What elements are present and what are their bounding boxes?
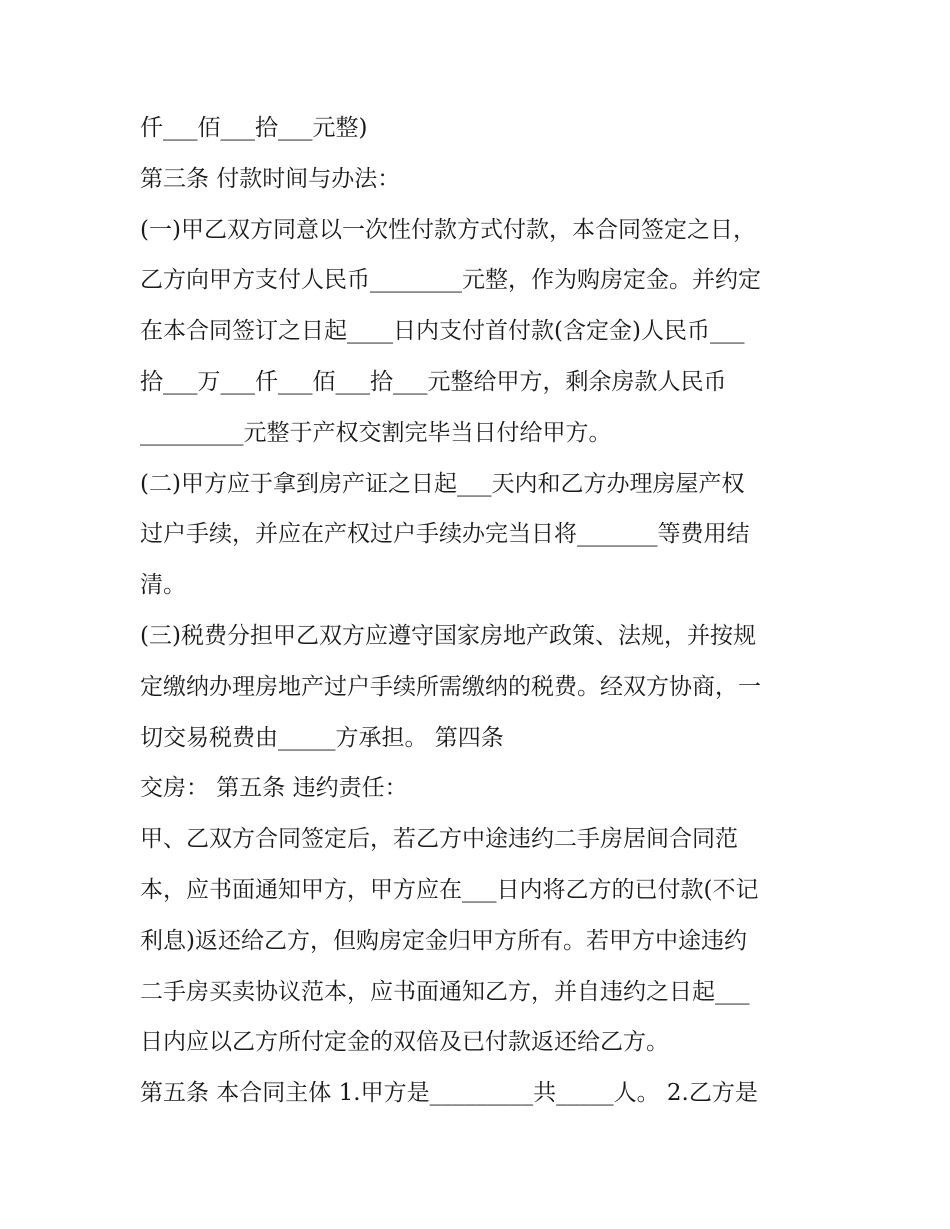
text-line: 第五条 本合同主体 1.甲方是_________共_____人。 2.乙方是 [140, 1080, 758, 1107]
section-heading: 第三条 付款时间与办法： [140, 165, 401, 192]
text-line: (三)税费分担甲乙双方应遵守国家房地产政策、法规，并按规 [140, 622, 756, 649]
document-body [140, 103, 820, 1119]
text-line: _________元整于产权交割完毕当日付给甲方。 [140, 419, 612, 446]
section-heading: 交房： 第五条 违约责任： [140, 775, 408, 802]
text-line: 本，应书面通知甲方，甲方应在___日内将乙方的已付款(不记 [140, 876, 759, 903]
text-line: 利息)返还给乙方，但购房定金归甲方所有。若甲方中途违约 [140, 927, 747, 954]
text-line: 定缴纳办理房地产过户手续所需缴纳的税费。经双方协商，一 [140, 673, 761, 700]
text-line: 仟___佰___拾___元整) [140, 115, 368, 141]
text-line: 清。 [140, 572, 186, 599]
text-line: 乙方向甲方支付人民币________元整，作为购房定金。并约定 [140, 267, 761, 294]
text-line: (二)甲方应于拿到房产证之日起___天内和乙方办理房屋产权 [140, 470, 745, 497]
text-line: 拾___万___仟___佰___拾___元整给甲方，剩余房款人民币 [140, 368, 727, 395]
text-line: (一)甲乙双方同意以一次性付款方式付款，本合同签定之日， [140, 216, 756, 243]
text-line: 日内应以乙方所付定金的双倍及已付款返还给乙方。 [140, 1029, 669, 1056]
text-line: 过户手续，并应在产权过户手续办完当日将_______等费用结 [140, 521, 750, 548]
text-line: 二手房买卖协议范本，应书面通知乙方，并自违约之日起___ [140, 978, 750, 1005]
text-line: 甲、乙双方合同签定后，若乙方中途违约二手房居间合同范 [140, 826, 738, 853]
text-line: 切交易税费由_____方承担。 第四条 [140, 724, 504, 751]
text-line: 在本合同签订之日起____日内支付首付款(含定金)人民币___ [140, 318, 745, 345]
